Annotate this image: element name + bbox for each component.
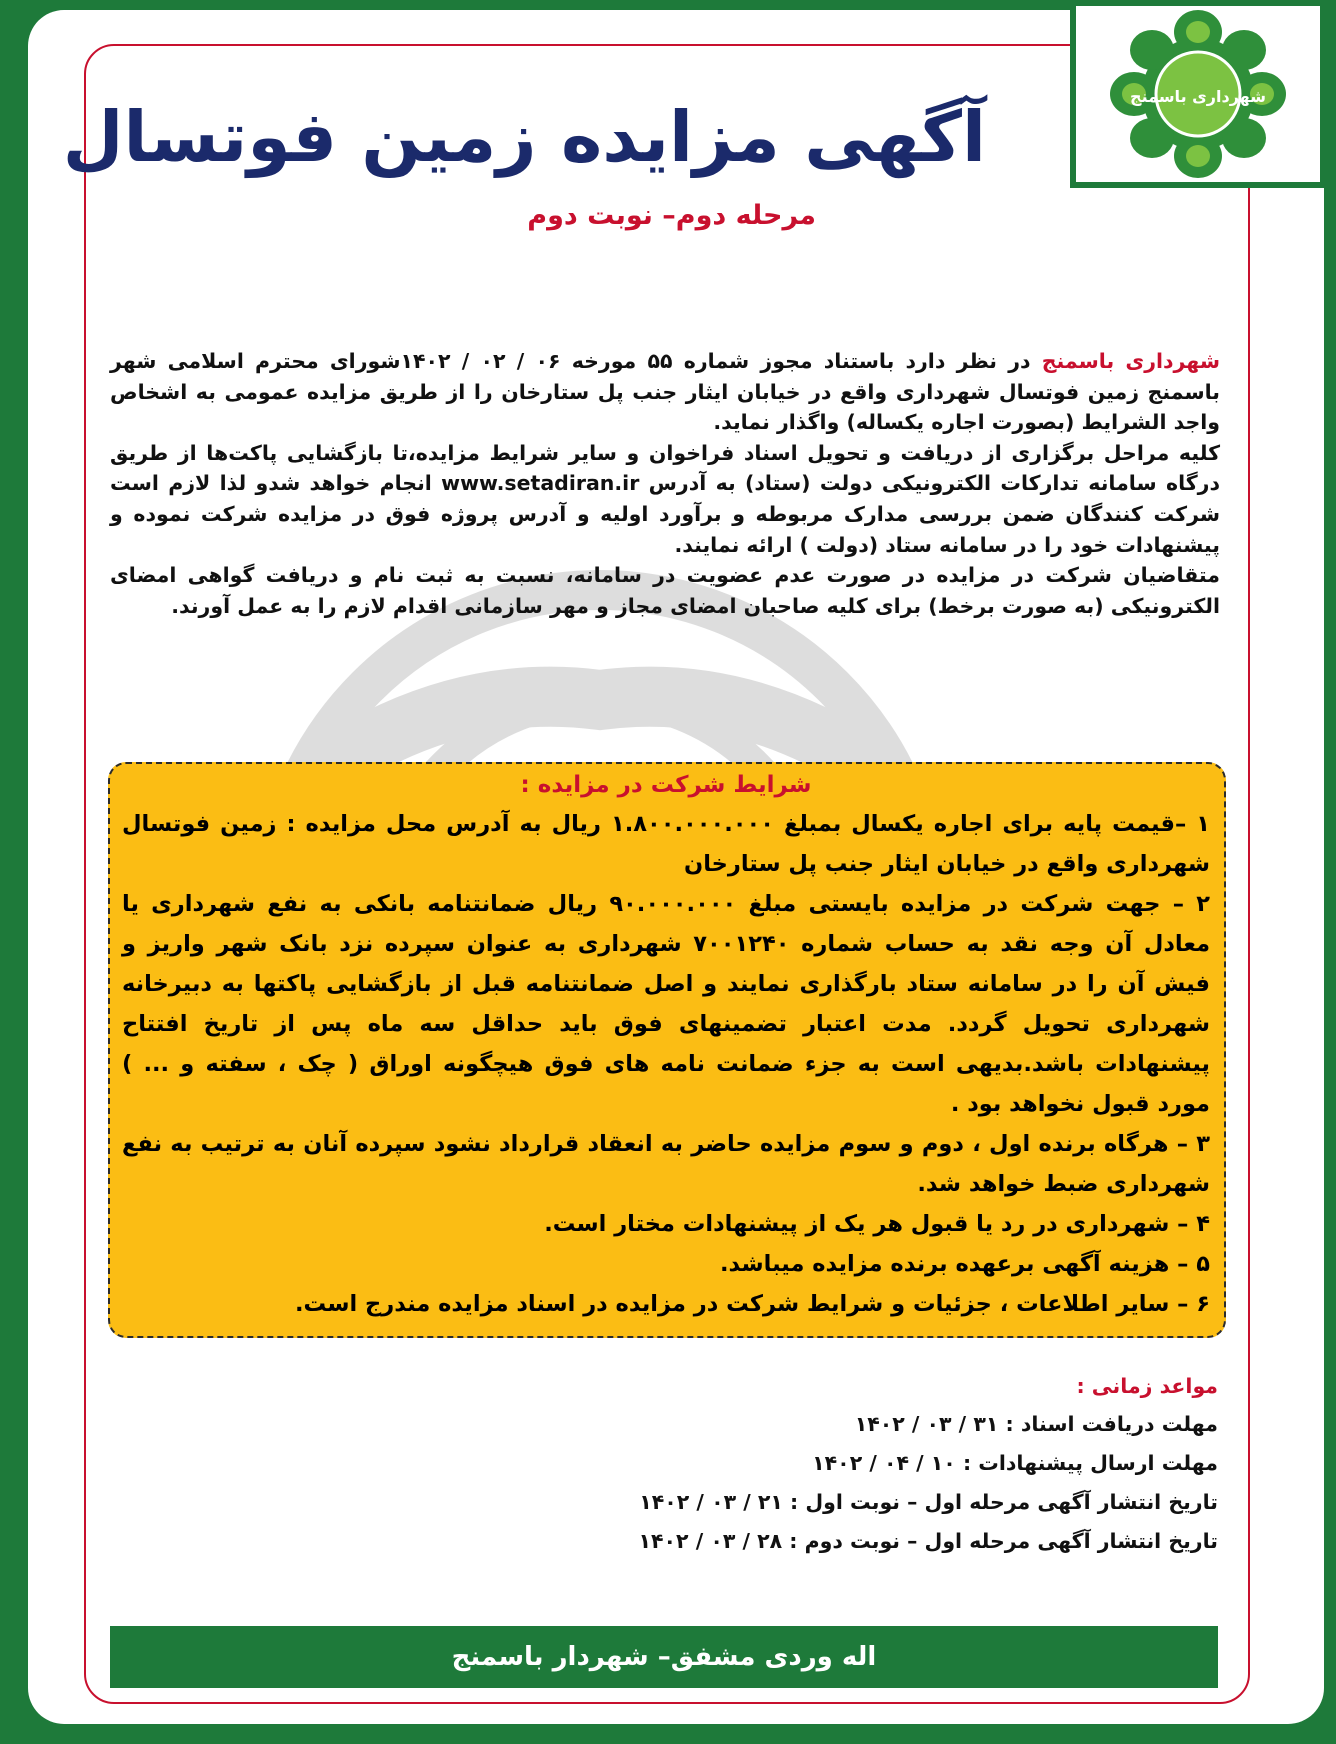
condition-item-1: ۱ –قیمت پایه برای اجاره یکسال بمبلغ ۱.۸۰۰.۰۰۰.۰۰۰ ریال به آدرس محل مزایده : زمین فوتسال شهرداری واقع در خیابان ایثار جنب پل ستارخان <box>122 811 1210 877</box>
signature-bar: اله وردی مشفق– شهردار باسمنج <box>110 1626 1218 1688</box>
leaf-star-icon <box>1084 10 1312 178</box>
condition-item-5: ۵ – هزینه آگهی برعهده برنده مزایده میباشد. <box>719 1251 1210 1277</box>
page-title: آگهی مزایده زمین فوتسال <box>62 96 986 178</box>
conditions-box <box>108 762 1226 1338</box>
intro-p1-text: در نظر دارد باستناد مجوز شماره ۵۵ مورخه ۰۶ / ۰۲ / ۱۴۰۲شورای محترم اسلامی شهر باسمنج زمین فوتسال شهرداری واقع در خیابان ایثار جنب پل ستارخان را از طریق مزایده عمومی به اشخاص واجد الشرایط (بصورت اجاره یکساله) واگذار نماید. <box>110 349 1220 435</box>
schedule-row: تاریخ انتشار آگهی مرحله اول – نوبت دوم : ۲۸ / ۰۳ / ۱۴۰۲ <box>638 1529 1218 1553</box>
schedule-row: تاریخ انتشار آگهی مرحله اول – نوبت اول : ۲۱ / ۰۳ / ۱۴۰۲ <box>639 1490 1218 1514</box>
condition-item-3: ۳ – هرگاه برنده اول ، دوم و سوم مزایده حاضر به انعقاد قرارداد نشود سپرده آنان به ترتیب به نفع شهرداری ضبط خواهد شد. <box>122 1131 1210 1197</box>
logo-text: شهرداری باسمنج <box>1130 87 1266 106</box>
intro-text <box>110 346 1220 621</box>
page-subtitle: مرحله دوم– نوبت دوم <box>527 200 816 231</box>
conditions-title: شرایط شرکت در مزایده : <box>520 772 812 798</box>
schedule-row: مهلت ارسال پیشنهادات : ۱۰ / ۰۴ / ۱۴۰۲ <box>812 1451 1218 1475</box>
schedule-heading: مواعد زمانی : <box>1076 1374 1218 1398</box>
intro-paragraph-2: کلیه مراحل برگزاری از دریافت و تحویل اسناد فراخوان و سایر شرایط مزایده،تا بازگشایی پاکت‌ها از طریق درگاه سامانه تدارکات الکترونیکی دولت (ستاد) به آدرس www.setadiran.ir انجام خواهد شدو لذا لازم است شرکت کنندگان ضمن بررسی مدارک مربوطه و برآورد اولیه و آدرس پروژه فوق در مزایده شرکت نموده و پیشنهادات خود را در سامانه ستاد (دولت ) ارائه نمایند. <box>110 440 1221 557</box>
schedule-row: مهلت دریافت اسناد : ۳۱ / ۰۳ / ۱۴۰۲ <box>854 1412 1218 1436</box>
intro-paragraph-3: متقاضیان شرکت در مزایده در صورت عدم عضویت در سامانه، نسبت به ثبت نام و دریافت گواهی امضای الکترونیکی (به صورت برخط) برای کلیه صاحبان امضای مجاز و مهر سازمانی اقدام لازم را به عمل آورند. <box>110 563 1220 618</box>
condition-item-2: ۲ – جهت شرکت در مزایده بایستی مبلغ ۹۰.۰۰۰.۰۰۰ ریال ضمانتنامه بانکی به نفع شهرداری یا معادل آن وجه نقد به حساب شماره ۷۰۰۱۲۴۰ شهرداری به عنوان سپرده نزد بانک شهر واریز و فیش آن را در سامانه ستاد بارگذاری نمایند و اصل ضمانتنامه قبل از بازگشایی پاکتها به دبیرخانه شهرداری تحویل گردد. مدت اعتبار تضمینهای فوق باید حداقل سه ماه پس از تاریخ افتتاح پیشنهادات باشد.بدیهی است به جزء ضمانت نامه های فوق هیچگونه اوراق ( چک ، سفته و ... ) مورد قبول نخواهد بود . <box>122 891 1211 1117</box>
condition-item-6: ۶ – سایر اطلاعات ، جزئیات و شرایط شرکت در مزایده در اسناد مزایده مندرج است. <box>295 1291 1210 1317</box>
org-name: شهرداری باسمنج <box>1041 349 1220 373</box>
intro-paragraph-1 <box>110 346 1220 438</box>
condition-item-4: ۴ – شهرداری در رد یا قبول هر یک از پیشنهادات مختار است. <box>544 1211 1210 1237</box>
schedule-section <box>318 1374 1218 1568</box>
municipality-logo <box>1070 0 1326 188</box>
